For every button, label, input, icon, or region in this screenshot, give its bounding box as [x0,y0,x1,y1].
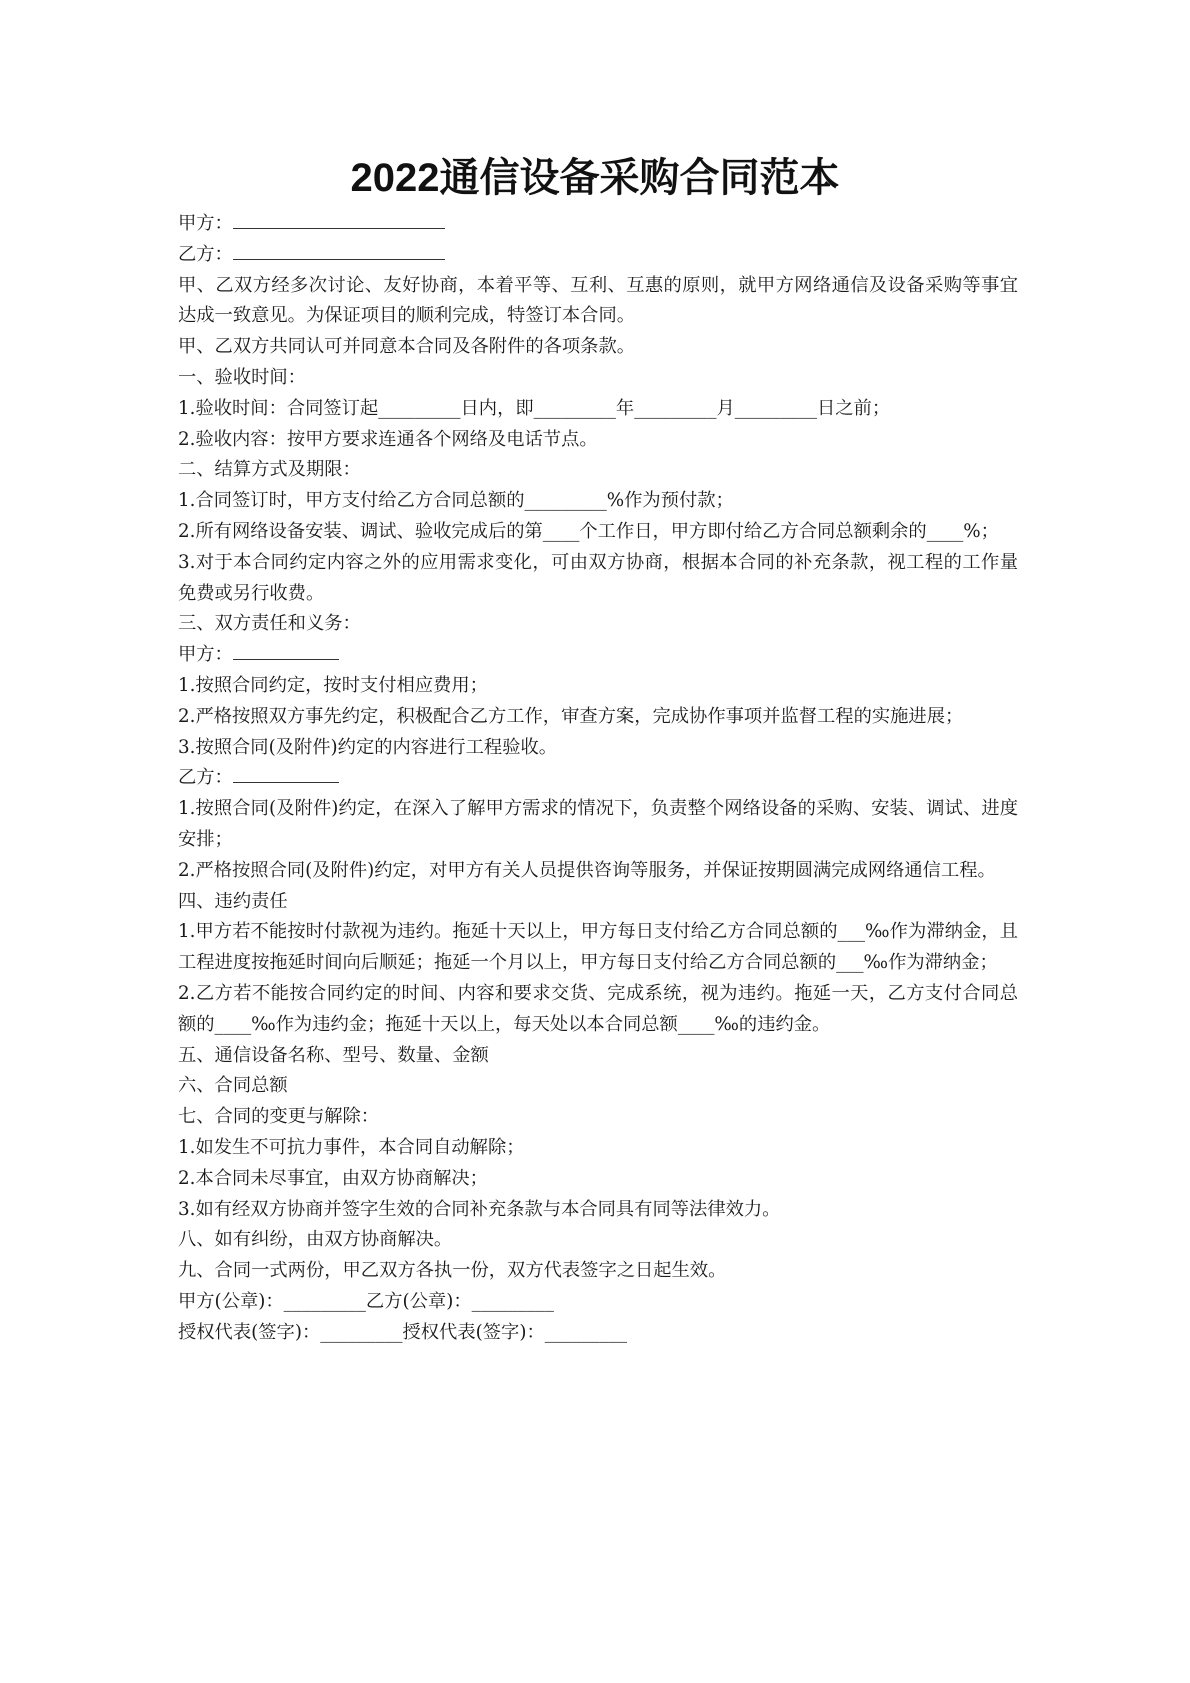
clause-3a-3: 3.按照合同(及附件)约定的内容进行工程验收。 [178,736,558,758]
party-b-line [178,240,1018,271]
section-heading-9: 九、合同一式两份，甲乙双方各执一份，双方代表签字之日起生效。 [178,1260,727,1282]
clause-2-3: 3.对于本合同约定内容之外的应用需求变化，可由双方协商，根据本合同的补充条款，视工程的工作量免费或另行收费。 [178,551,1018,604]
party-b-duties-label: 乙方： [178,767,233,789]
section-heading-2: 二、结算方式及期限： [178,459,361,481]
party-a-label: 甲方： [178,213,233,234]
document-body [178,209,1018,1348]
section-heading-5: 五、通信设备名称、型号、数量、金额 [178,1044,489,1066]
clause-3a-1: 1.按照合同约定，按时支付相应费用； [178,674,488,696]
party-b-label: 乙方： [178,243,233,265]
party-a-duties-blank [233,641,339,660]
section-heading-6: 六、合同总额 [178,1075,288,1097]
party-a-duties-line [178,640,1018,671]
seal-line: 甲方(公章)：_________乙方(公章)：_________ [178,1290,554,1312]
document-title: 2022通信设备采购合同范本 [350,156,840,200]
clause-2-1: 1.合同签订时，甲方支付给乙方合同总额的_________%作为预付款； [178,490,734,512]
party-a-line [178,209,1018,240]
clause-7-1: 1.如发生不可抗力事件，本合同自动解除； [178,1136,525,1158]
agreement-paragraph: 甲、乙双方共同认可并同意本合同及各附件的各项条款。 [178,336,636,358]
section-heading-4: 四、违约责任 [178,890,288,912]
clause-4-1: 1.甲方若不能按时付款视为违约。拖延十天以上，甲方每日支付给乙方合同总额的___‰作为滞纳金，且工程进度按拖延时间向后顺延；拖延一个月以上，甲方每日支付给乙方合同总额的___‰作为滞纳金； [178,921,1018,974]
section-heading-1: 一、验收时间： [178,366,306,388]
clause-3b-2: 2.严格按照合同(及附件)约定，对甲方有关人员提供咨询等服务，并保证按期圆满完成网络通信工程。 [178,859,996,881]
clause-7-3: 3.如有经双方协商并签字生效的合同补充条款与本合同具有同等法律效力。 [178,1198,781,1220]
party-b-duties-blank [233,764,339,783]
party-a-blank [233,210,445,229]
clause-3b-1: 1.按照合同(及附件)约定，在深入了解甲方需求的情况下，负责整个网络设备的采购、安装、调试、进度安排； [178,798,1018,850]
party-b-blank [233,241,445,260]
preamble-paragraph: 甲、乙双方经多次讨论、友好协商，本着平等、互利、互惠的原则，就甲方网络通信及设备采购等事宜达成一致意见。为保证项目的顺利完成，特签订本合同。 [178,274,1018,327]
party-b-duties-line [178,763,1018,794]
clause-1-2: 2.验收内容：按甲方要求连通各个网络及电话节点。 [178,428,598,450]
clause-4-2: 2.乙方若不能按合同约定的时间、内容和要求交货、完成系统，视为违约。拖延一天，乙方支付合同总额的____‰作为违约金；拖延十天以上，每天处以本合同总额____‰的违约金。 [178,982,1018,1035]
signature-line: 授权代表(签字)：_________授权代表(签字)：_________ [178,1321,627,1343]
clause-7-2: 2.本合同未尽事宜，由双方协商解决； [178,1167,488,1189]
clause-3a-2: 2.严格按照双方事先约定，积极配合乙方工作，审查方案，完成协作事项并监督工程的实施进展； [178,705,964,727]
clause-2-2: 2.所有网络设备安装、调试、验收完成后的第____个工作日，甲方即付给乙方合同总额剩余的____%； [178,520,999,542]
clause-1-1: 1.验收时间：合同签订起_________日内，即_________年_________月_________日之前； [178,397,891,419]
section-heading-3: 三、双方责任和义务： [178,613,361,635]
section-heading-7: 七、合同的变更与解除： [178,1106,380,1128]
party-a-duties-label: 甲方： [178,644,233,666]
section-heading-8: 八、如有纠纷，由双方协商解决。 [178,1229,453,1251]
